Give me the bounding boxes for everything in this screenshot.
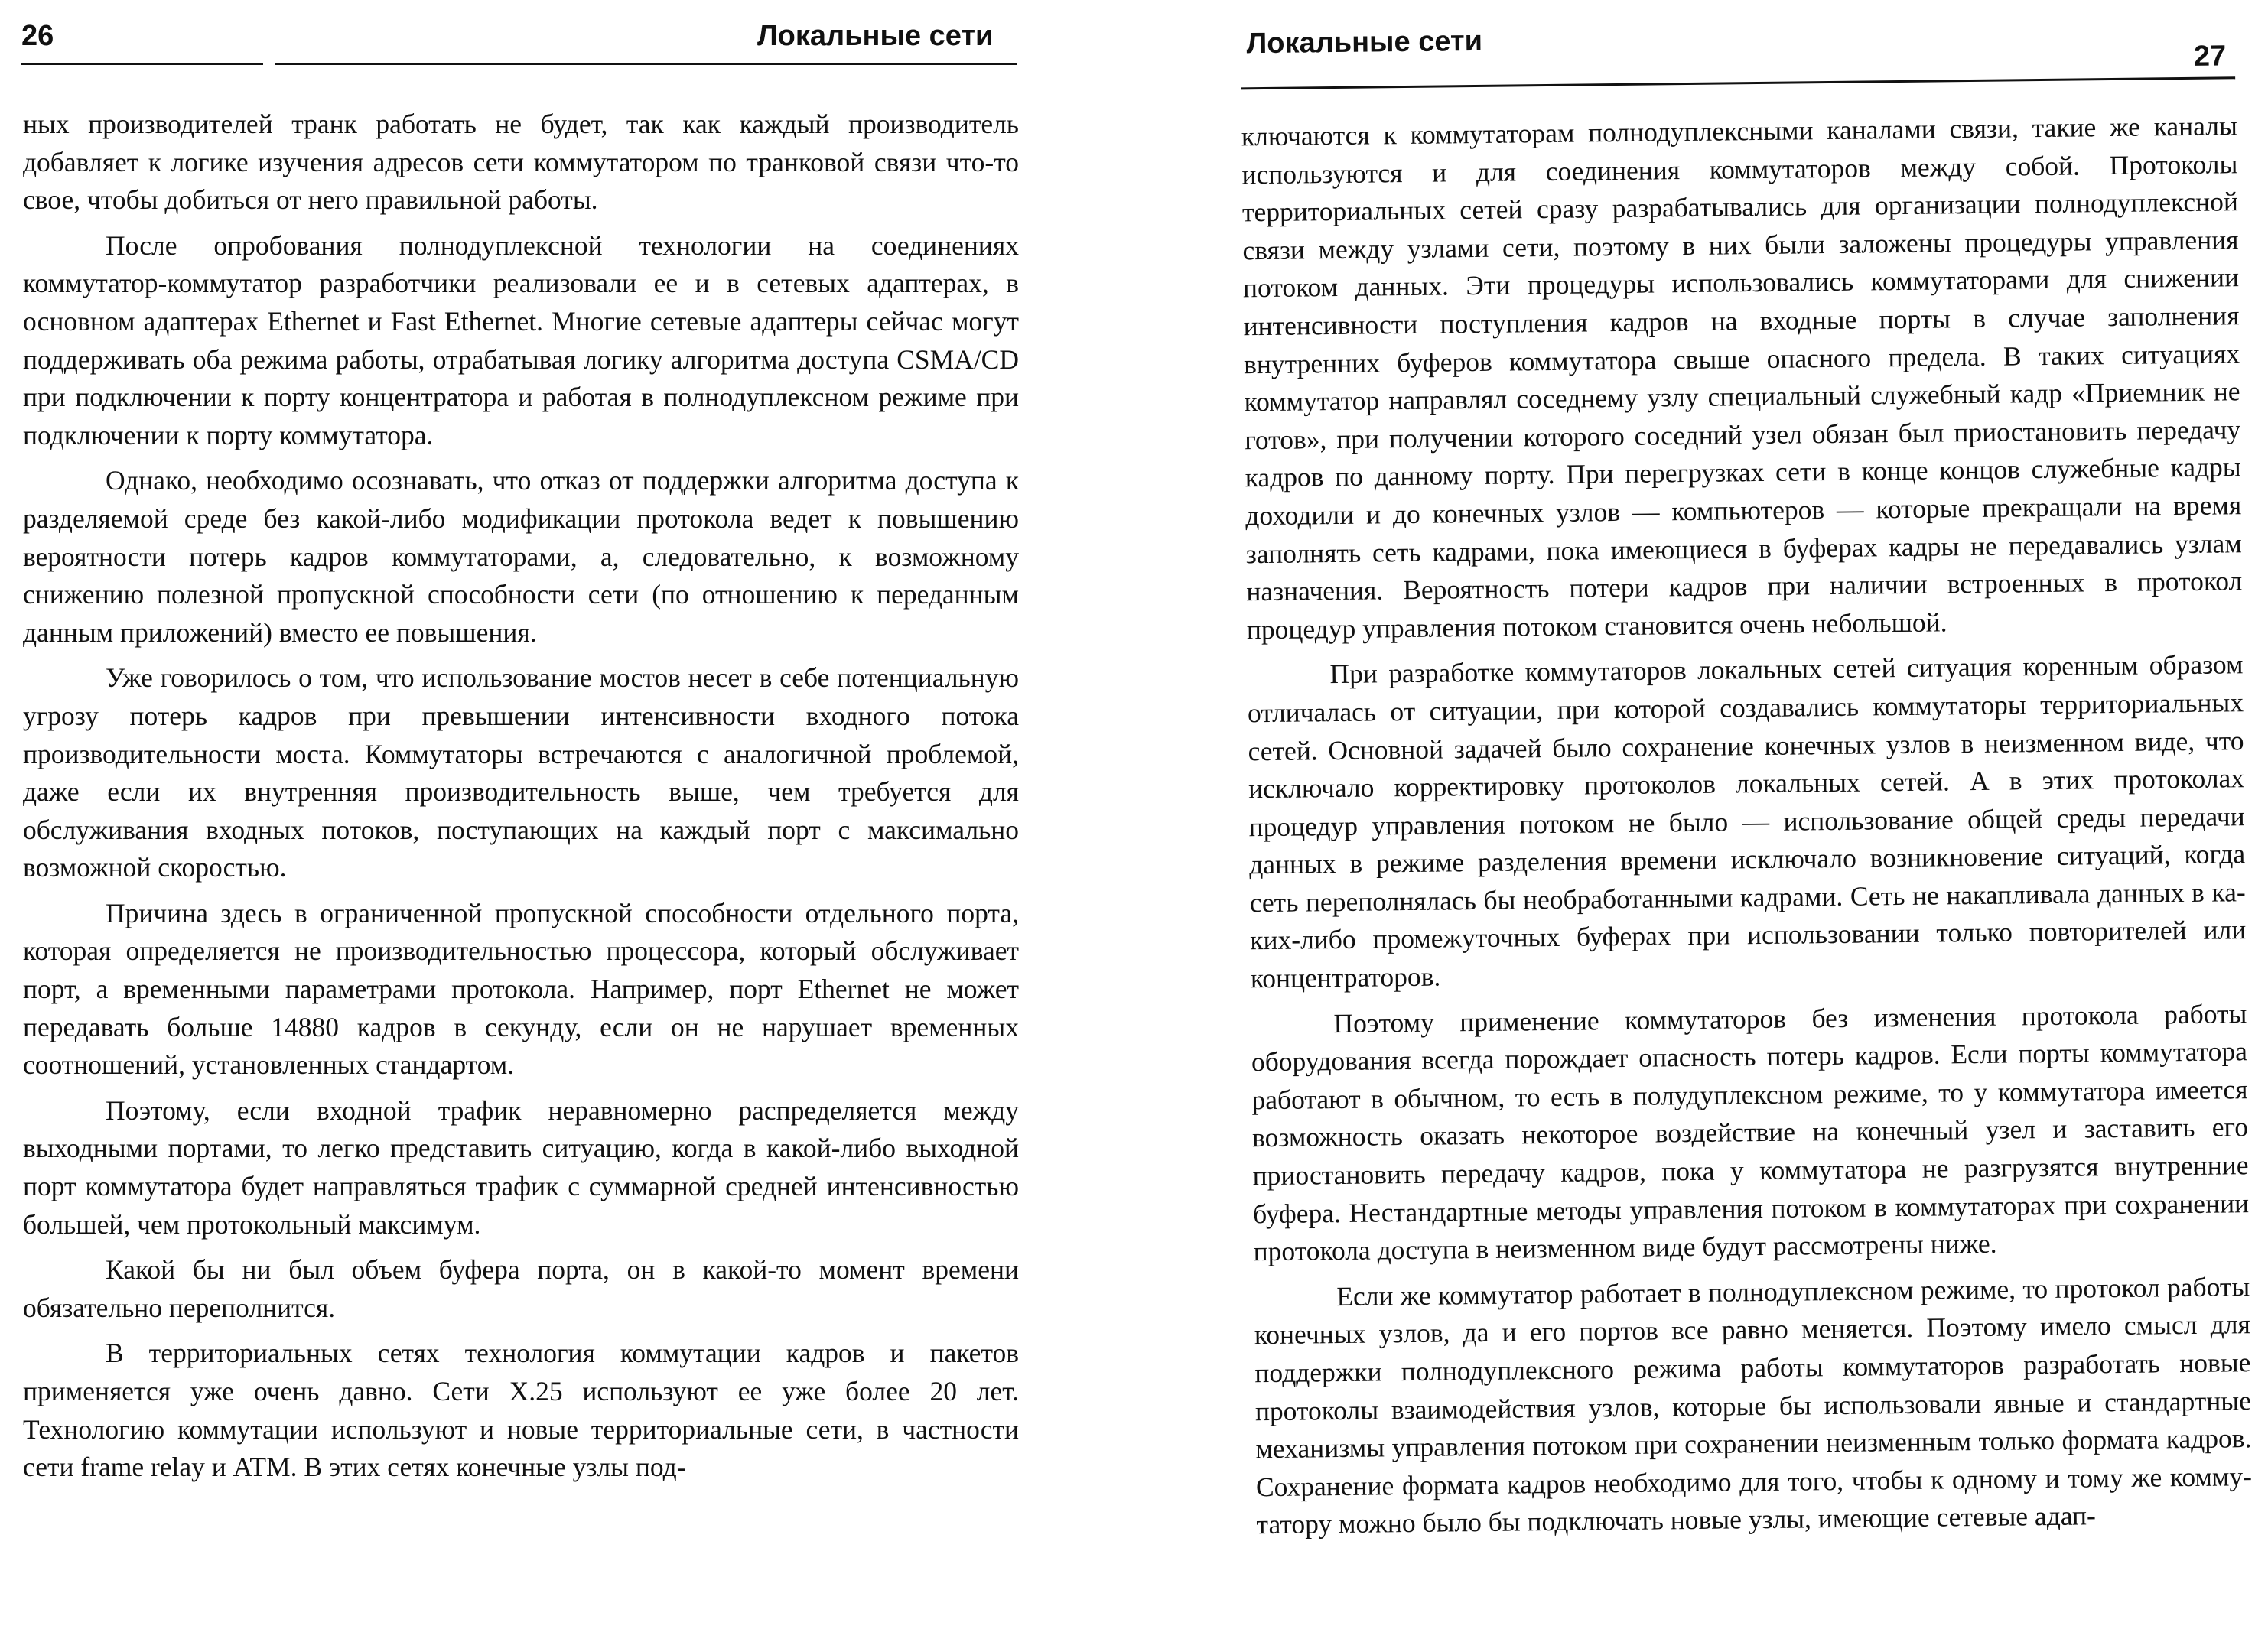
running-head-right: Локальные сети [1246,24,1483,60]
paragraph: Какой бы ни был объем буфера порта, он в какой-то момент времени обязательно переполнится. [23,1254,1019,1323]
paragraph: Однако, необходимо осознавать, что отказ от поддержки алгоритма доступа к разделяемой среде без какой-либо модификации протокола ведет к повышению вероятности потерь кадров коммутаторами, а, следовательно, к возможному снижению полезной пропускной способности сети (по отношению к переданным данным приложений) вместо ее повышения. [23,465,1019,648]
right-page-content [1125,0,2268,1642]
paragraph: При разработке коммутаторов локальных сетей ситуация коренным образом отличалась от ситуации, при которой создавались коммутаторы территориальных сетей. Основной задачей было сохранение конечных узлов в неизменном виде, что исключало корректировку протоколов локальных сетей. А в этих протоколах процедур управления потоком не было — использование общей среды передачи данных в режиме разделения времени исключало возникновение ситуаций, когда сеть переполнялась бы необработанными кадрами. Сеть не накапливала данных в каких-либо промежуточных буферах при использовании только повторителей или концентраторов. [1247,649,2247,994]
body-text-left [23,106,1019,1494]
page-number-left: 26 [21,20,54,52]
right-page [1125,0,2253,1636]
paragraph: Поэтому применение коммутаторов без изменения протокола работы оборудования всегда порождает опасность потерь кадров. Если порты коммутатора работают в обычном, то есть в полудуплексном режиме, то у коммутатора имеется возможность оказать некоторое воздействие на конечный узел и заставить его приостановить передачу кадров, пока у коммутатора не разгрузятся внутренние буфера. Нестандартные методы управления потоком в коммутаторах при сохранении протокола доступа в неизменном виде будут рассмотрены ниже. [1251,997,2250,1267]
header-rule-right [1241,76,2235,89]
left-page [0,0,1125,1636]
paragraph: ключаются к коммутаторам полнодуплексными каналами связи, такие же каналы используются и для соединения коммутаторов между собой. Протоколы территориальных сетей сразу разрабатывались для организации полнодуплексной связи между узлами сети, поэтому в них были заложены процедуры управления потоком данных. Эти процедуры использовались коммутаторами для снижении интенсивности поступления кадров на входные порты в случае заполнения внутренних буферов коммутатора свыше опасного предела. В таких ситуациях коммутатор направлял соседнему узлу специальный служебный кадр «Приемник не готов», при получении которого соседний узел обязан был приостановить передачу кадров по данному порту. При перегрузках сети в конце концов служебные кадры доходили и до конечных узлов — компьютеров — которые прекращали на время заполнять сеть кадрами, пока имеющиеся в буферах кадры не передавались узлам назначения. Вероятность потери кадров при наличии встроенных в протокол процедур управления потоком становится очень небольшой. [1241,110,2243,645]
paragraph: Поэтому, если входной трафик неравномерно распределяется между выходными портами, то легко представить ситуацию, когда в какой-либо выходной порт коммутатора будет направляться трафик с суммарной средней интенсивностью большей, чем протокольный максимум. [23,1094,1019,1240]
paragraph: ных производителей транк работать не будет, так как каждый производитель добавляет к логике изучения адресов сети коммутатором по транковой связи что-то свое, чтобы добиться от него правильной работы. [23,109,1019,216]
paragraph: После опробования полнодуплексной технологии на соединениях коммутатор-коммутатор разработчики реализовали ее и в сетевых адаптерах, в основном адаптерах Ethernet и Fast Ethernet. Многие сетевые адаптеры сейчас могут поддерживать оба режима работы, отрабатывая логику алгоритма доступа CSMA/CD при подключении к порту концентратора и работая в полнодуплексном режиме при подключении к порту коммутатора. [23,229,1019,450]
paragraph: Если же коммутатор работает в полнодуплексном режиме, то протокол работы конечных узлов, да и его портов все равно меняется. Поэтому имело смысл для поддержки полнодуплексного режима работы коммутаторов разработать новые протоколы взаимодействия узлов, которые бы использовали явные и стандартные механизмы управления потоком при сохранении неизменным только формата кадров. Сохранение формата кадров необходимо для того, чтобы к одному и тому же коммутатору можно было бы подключать новые узлы, имеющие сетевые адап- [1254,1270,2253,1540]
paragraph: В территориальных сетях технология коммутации кадров и пакетов применяется уже очень давно. Сети X.25 используют ее уже более 20 лет. Технологию коммутации используют и новые территориальные сети, в частности сети frame relay и ATM. В этих сетях конечные узлы под- [23,1338,1019,1483]
header-rule-long [275,63,1017,65]
page-number-right: 27 [2193,40,2227,73]
running-head-left: Локальные сети [757,20,994,52]
header-rule-short [21,63,263,65]
body-text-right [1241,107,2253,1552]
paragraph: Причина здесь в ограниченной пропускной способности отдельного порта, которая определяется не производительностью процессора, который обслуживает порт, а временными параметрами протокола. Например, порт Ethernet не может передавать больше 14880 кадров в секунду, если он не нарушает временных соотношений, установленных стандартом. [23,897,1019,1081]
paragraph: Уже говорилось о том, что использование мостов несет в себе потенциальную угрозу потерь кадров при превышении интенсивности входного потока производительности моста. Коммутаторы встречаются с аналогичной проблемой, даже если их внутренняя производительность выше, чем требуется для обслуживания входных потоков, поступающих на каждый порт с максимально возможной скоростью. [23,662,1019,883]
